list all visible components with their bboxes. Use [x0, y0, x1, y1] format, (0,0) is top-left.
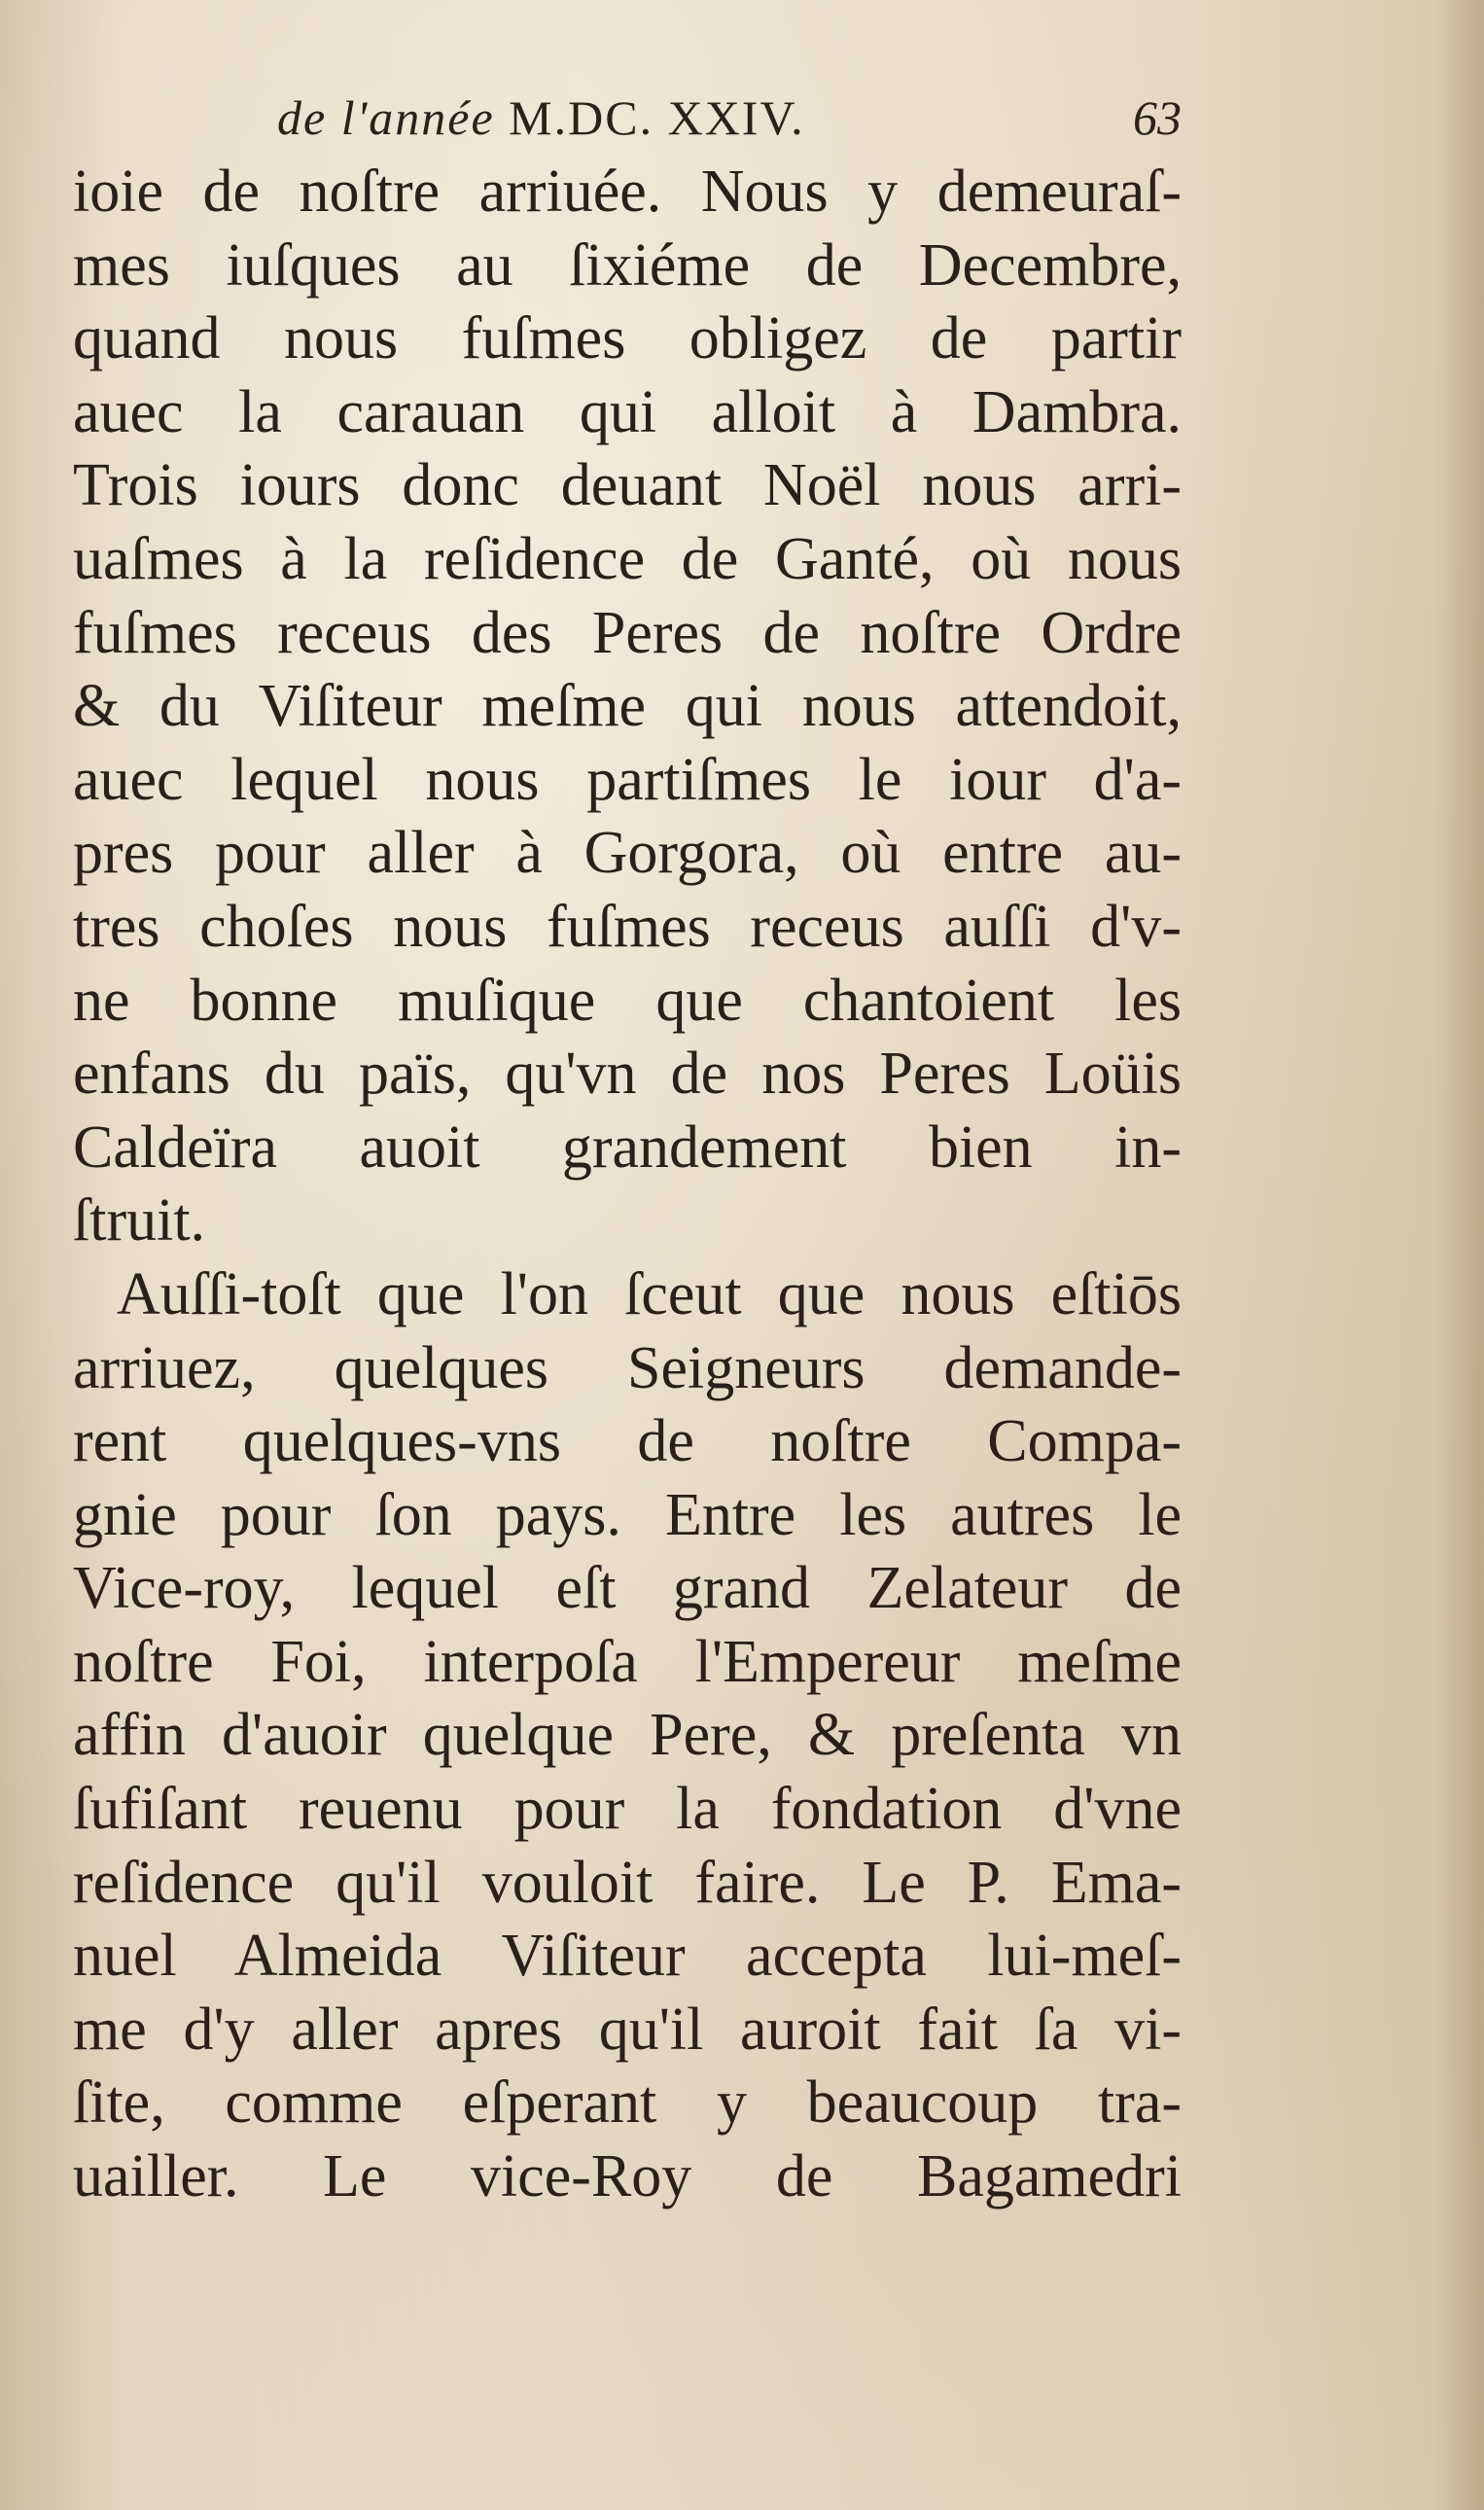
- text-line: pres pour aller à Gorgora, où entre au-: [73, 820, 1182, 887]
- text-line: gnie pour ſon pays. Entre les autres le: [73, 1481, 1182, 1548]
- text-line: reſidence qu'il vouloit faire. Le P. Ema-: [73, 1849, 1182, 1916]
- text-line: arriuez, quelques Seigneurs demande-: [73, 1334, 1182, 1401]
- text-line: ſite, comme eſperant y beaucoup tra-: [73, 2069, 1182, 2137]
- page-header: [277, 89, 1182, 158]
- running-head-italic: de l'année: [277, 90, 495, 145]
- text-line: mes iuſques au ſixiéme de Decembre,: [73, 231, 1182, 299]
- paragraph-start-line: Auſſi-toſt que l'on ſceut que nous eſtiōs: [117, 1260, 1182, 1327]
- text-line: auec lequel nous partiſmes le iour d'a-: [73, 746, 1182, 813]
- text-line: uailler. Le vice-Roy de Bagamedri: [73, 2143, 1182, 2210]
- text-line: ioie de noſtre arriuée. Nous y demeuraſ-: [73, 159, 1182, 225]
- text-line: Trois iours donc deuant Noël nous arri-: [73, 452, 1182, 519]
- text-line: Vice-roy, lequel eſt grand Zelateur de: [73, 1555, 1182, 1622]
- text-line: noſtre Foi, interpoſa l'Empereur meſme: [73, 1628, 1182, 1695]
- text-line: me d'y aller apres qu'il auroit fait ſa vi-: [73, 1996, 1182, 2063]
- text-line: nuel Almeida Viſiteur accepta lui-meſ-: [73, 1923, 1182, 1990]
- text-line: Caldeïra auoit grandement bien in-: [73, 1114, 1182, 1181]
- page-number: 63: [1133, 90, 1182, 145]
- text-line: quand nous fuſmes obligez de partir: [73, 305, 1182, 372]
- text-line: fuſmes receus des Peres de noſtre Ordre: [73, 599, 1182, 666]
- text-line: enfans du païs, qu'vn de nos Peres Loüis: [73, 1041, 1182, 1108]
- text-line: uaſmes à la reſidence de Ganté, où nous: [73, 525, 1182, 592]
- text-line: rent quelques-vns de noſtre Compa-: [73, 1408, 1182, 1475]
- text-line: & du Viſiteur meſme qui nous attendoit,: [73, 673, 1182, 740]
- running-head: [277, 89, 805, 146]
- text-line: ſufiſant reuenu pour la fondation d'vne: [73, 1776, 1182, 1843]
- text-line: auec la carauan qui alloit à Dambra.: [73, 378, 1182, 445]
- running-head-year: M.DC. XXIV.: [509, 90, 805, 145]
- text-line: affin d'auoir quelque Pere, & preſenta vn: [73, 1702, 1182, 1769]
- paragraph-end-line: ſtruit.: [73, 1187, 206, 1255]
- text-line: tres choſes nous fuſmes receus auſſi d'v-: [73, 893, 1182, 960]
- page-edge-shadow: [1435, 0, 1484, 2510]
- text-line: ne bonne muſique que chantoient les: [73, 967, 1182, 1034]
- body-text: [73, 156, 1182, 2214]
